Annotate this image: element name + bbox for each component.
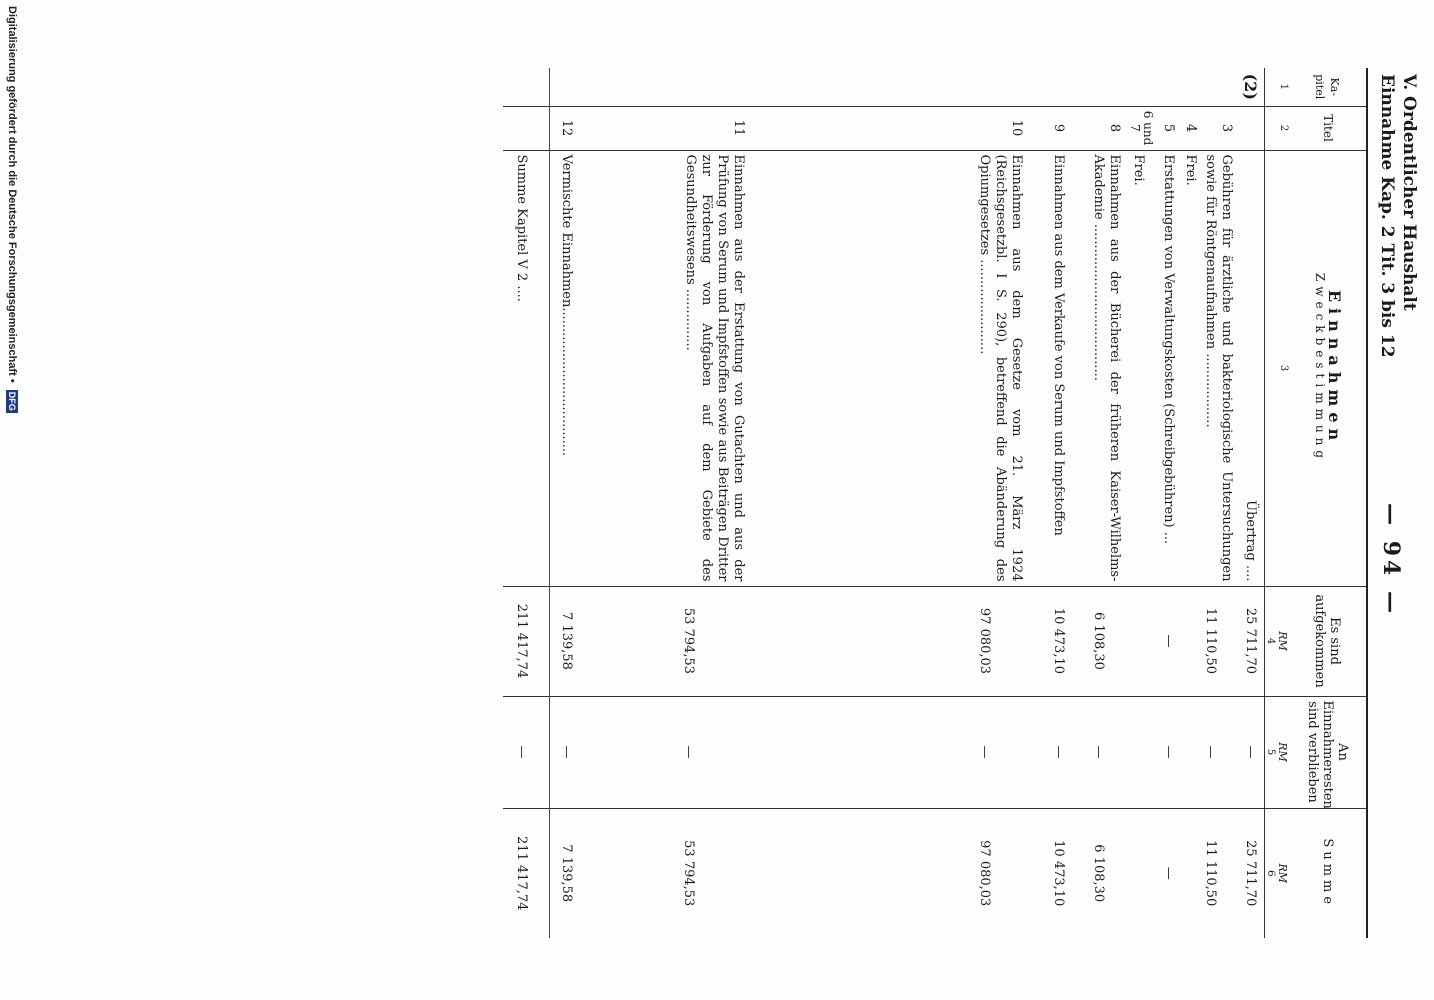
row-summe: 53 794,53 <box>681 840 696 907</box>
row-desc: Gebühren für ärztliche und bakteriologische Untersuchungen sowie für Röntgenaufnahmen .................. <box>1202 150 1242 586</box>
row-aufgekommen: 11 110,50 <box>1202 586 1242 696</box>
table-row-total <box>503 68 550 938</box>
row-summe <box>1128 808 1160 938</box>
col-header-kapitel: Ka-pitel <box>1289 68 1367 106</box>
row-aufgekommen: 7 139,58 <box>550 586 681 696</box>
uebertrag-summe: 25 711,70 <box>1243 840 1258 907</box>
col-number-3: 3 <box>1265 150 1290 586</box>
row-summe <box>1182 808 1202 938</box>
col-header-reste <box>1289 696 1367 808</box>
unit-label: RM <box>1276 742 1289 762</box>
row-summe: 97 080,03 <box>977 840 992 907</box>
row-desc: Erstattungen von Verwaltungskosten (Schreibgebühren) ... <box>1160 150 1182 586</box>
table-row <box>1050 68 1090 938</box>
row-desc: Einnahmen aus der Erstattung von Gutachten und aus der Prüfung von Serum und Impfstoffen sowie aus Beiträgen Dritter zur Förderung von Aufgaben auf dem Gebiete des Gesundheitswesens ............... <box>680 150 976 586</box>
total-summe: 211 417,74 <box>514 836 529 911</box>
table-row <box>1128 68 1160 938</box>
footer-text: Digitalisierung gefördert durch die Deutsche Forschungsgemeinschaft • <box>6 6 18 383</box>
col-number-6: RM 6 <box>1265 808 1290 938</box>
row-titel: 8 <box>1090 106 1128 150</box>
row-reste: — <box>550 696 681 808</box>
row-desc: Frei. <box>1128 150 1160 586</box>
col-number-2: 2 <box>1265 106 1290 150</box>
row-titel: 6 und 7 <box>1128 106 1160 150</box>
table-row-uebertrag <box>1242 68 1265 938</box>
row-aufgekommen <box>1182 586 1202 696</box>
row-aufgekommen: 10 473,10 <box>1050 586 1090 696</box>
header-line-1: V. Ordentlicher Haushalt <box>1399 74 1419 311</box>
table-row <box>1182 68 1202 938</box>
row-aufgekommen <box>1128 586 1160 696</box>
table-row <box>680 68 976 938</box>
col-header-zweckbestimmung: Zweckbestimmung <box>1313 272 1328 464</box>
row-reste: — <box>680 696 976 808</box>
row-reste: — <box>1090 696 1128 808</box>
table-row <box>1090 68 1128 938</box>
row-reste: — <box>1202 696 1242 808</box>
row-desc: Vermischte Einnahmen.................................... <box>550 150 681 586</box>
row-desc: Frei. <box>1182 150 1202 586</box>
page-header <box>1376 74 1420 358</box>
chapter-label: (2) <box>1242 68 1265 106</box>
col-number-5: RM 5 <box>1265 696 1290 808</box>
table-row <box>1160 68 1182 938</box>
row-titel: 12 <box>550 106 681 150</box>
row-summe: — <box>1161 866 1176 880</box>
row-titel: 10 <box>976 106 1050 150</box>
row-desc: Einnahmen aus dem Verkaufe von Serum und Impfstoffen <box>1050 150 1090 586</box>
col-header-aufgekommen-label: Es sind aufgekommen <box>1312 594 1343 688</box>
row-desc: Einnahmen aus der Bücherei der früheren Kaiser-Wilhelms-Akademie ...................................... <box>1090 150 1128 586</box>
row-titel: 11 <box>680 106 976 150</box>
total-label: Summe Kapitel V 2 .... <box>503 150 550 586</box>
row-reste: — <box>976 696 1050 808</box>
col-number-4: RM 4 <box>1265 586 1290 696</box>
uebertrag-label: Übertrag .... <box>1243 500 1258 582</box>
row-titel: 9 <box>1050 106 1090 150</box>
row-aufgekommen: 53 794,53 <box>680 586 976 696</box>
table-row <box>550 68 681 938</box>
total-reste: — <box>503 696 550 808</box>
row-aufgekommen: — <box>1160 586 1182 696</box>
col-header-einnahmen-title: Einnahmen <box>1325 289 1345 447</box>
table-row <box>976 68 1050 938</box>
col-number-1: 1 <box>1265 68 1290 106</box>
row-aufgekommen: 97 080,03 <box>976 586 1050 696</box>
row-desc: Einnahmen aus dem Gesetze vom 21. März 1924 (Reichsgesetzbl. I S. 290), betreffend die Abänderung des Opiumgesetzes ....................... <box>976 150 1050 586</box>
table-row <box>1202 68 1242 938</box>
row-summe: 7 139,58 <box>550 808 681 938</box>
row-summe: 10 473,10 <box>1051 840 1066 907</box>
col-header-summe-label: Summe <box>1320 838 1335 909</box>
unit-label: RM <box>1276 631 1289 651</box>
uebertrag-reste: — <box>1242 696 1265 808</box>
digitization-footer <box>0 0 23 1000</box>
budget-table <box>503 68 1368 938</box>
row-summe: 11 110,50 <box>1203 840 1218 907</box>
col-header-titel: Titel <box>1289 106 1367 150</box>
uebertrag-aufgekommen: 25 711,70 <box>1242 586 1265 696</box>
col-header-aufgekommen <box>1289 586 1367 696</box>
row-reste <box>1182 696 1202 808</box>
row-titel: 4 <box>1182 106 1202 150</box>
header-line-2: Einnahme Kap. 2 Tit. 3 bis 12 <box>1377 74 1397 358</box>
row-summe: 6 108,30 <box>1091 844 1106 903</box>
dfg-logo: DFG <box>6 391 17 411</box>
row-reste <box>1128 696 1160 808</box>
total-aufgekommen: 211 417,74 <box>503 586 550 696</box>
row-titel: 3 <box>1202 106 1242 150</box>
row-aufgekommen: 6 108,30 <box>1090 586 1128 696</box>
row-reste: — <box>1160 696 1182 808</box>
col-header-summe <box>1289 808 1367 938</box>
row-titel: 5 <box>1160 106 1182 150</box>
col-header-reste-label: An Einnahmeresten sind verblieben <box>1305 700 1350 809</box>
page-number: — 94 — <box>1378 503 1404 617</box>
row-reste: — <box>1050 696 1090 808</box>
col-header-einnahmen <box>1289 150 1367 586</box>
unit-label: RM <box>1276 863 1289 884</box>
